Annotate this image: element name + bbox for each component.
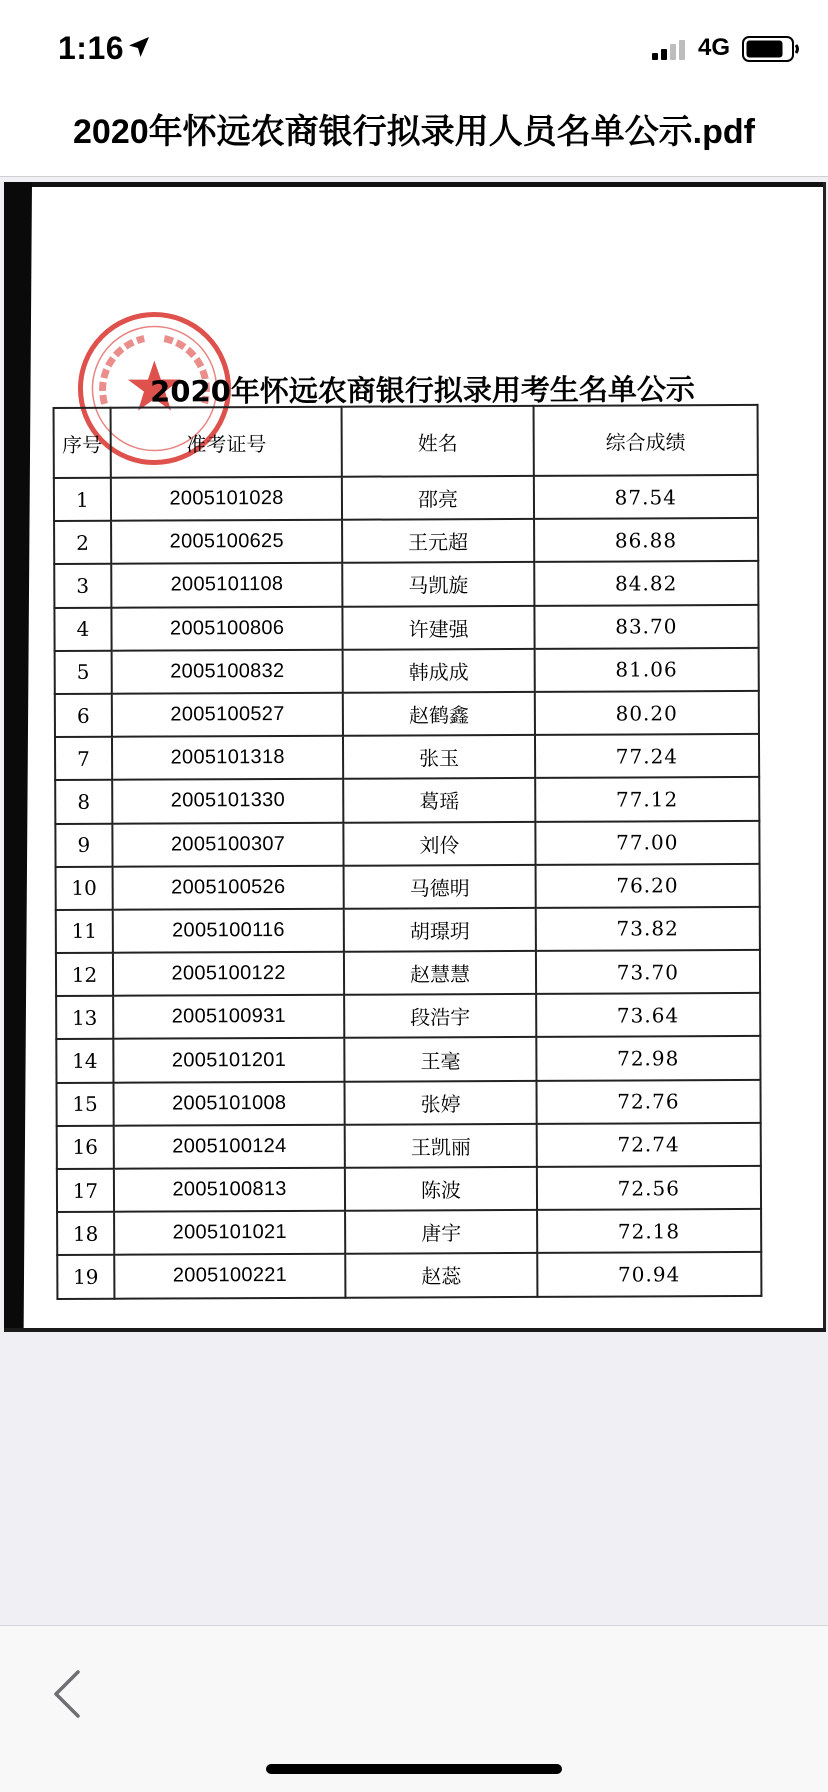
cell-seq: 12 — [56, 953, 113, 996]
table-row — [55, 734, 759, 780]
table-row — [56, 950, 760, 996]
cell-exam-id: 2005100307 — [112, 822, 344, 866]
cell-name: 许建强 — [343, 605, 534, 649]
results-table — [53, 404, 763, 1300]
table-row — [56, 993, 760, 1039]
cell-score: 87.54 — [534, 475, 759, 519]
cell-exam-id: 2005100124 — [114, 1125, 346, 1169]
cell-score: 72.98 — [536, 1036, 761, 1080]
cell-exam-id: 2005100806 — [111, 606, 343, 650]
header-score: 综合成绩 — [533, 405, 758, 476]
home-indicator[interactable] — [266, 1764, 562, 1774]
cell-exam-id: 2005100832 — [111, 649, 343, 693]
cell-seq: 18 — [57, 1212, 114, 1255]
cell-score: 72.56 — [537, 1166, 762, 1210]
table-row — [57, 1166, 761, 1212]
cell-score: 86.88 — [534, 518, 759, 562]
cell-name: 邵亮 — [342, 476, 533, 520]
location-arrow-icon — [128, 36, 150, 58]
cell-name: 王毫 — [345, 1037, 536, 1081]
cell-name: 王凯丽 — [345, 1124, 536, 1168]
table-row — [54, 518, 758, 564]
table-row — [56, 1080, 760, 1126]
table-row — [56, 907, 760, 953]
table-row — [56, 864, 760, 910]
cell-seq: 9 — [55, 823, 112, 866]
cell-exam-id: 2005100122 — [113, 952, 345, 996]
cell-score: 77.00 — [535, 820, 760, 864]
cell-score: 70.94 — [537, 1252, 762, 1296]
header-exam-id: 准考证号 — [110, 407, 342, 478]
table-row — [55, 820, 759, 866]
network-type: 4G — [698, 34, 731, 61]
cell-exam-id: 2005101201 — [113, 1038, 345, 1082]
status-time: 1:16 — [58, 30, 125, 66]
cell-score: 72.18 — [537, 1209, 762, 1253]
cell-seq: 3 — [54, 564, 111, 607]
table-row — [56, 1036, 760, 1082]
cell-seq: 4 — [54, 607, 111, 650]
cell-seq: 14 — [56, 1039, 113, 1082]
cell-seq: 19 — [57, 1255, 114, 1298]
table-row — [57, 1209, 761, 1255]
table-row — [55, 691, 759, 737]
table-row — [55, 648, 759, 694]
cell-score: 81.06 — [534, 648, 759, 692]
cell-name: 唐宇 — [345, 1210, 536, 1254]
cell-exam-id: 2005101318 — [112, 736, 344, 780]
cell-name: 张玉 — [343, 735, 534, 779]
cell-seq: 11 — [56, 910, 113, 953]
cell-seq: 8 — [55, 780, 112, 823]
cell-score: 72.76 — [536, 1080, 761, 1124]
pdf-page — [4, 182, 826, 1332]
cell-name: 陈波 — [345, 1167, 536, 1211]
cell-score: 72.74 — [536, 1123, 761, 1167]
cell-exam-id: 2005100527 — [112, 693, 344, 737]
document-content — [52, 279, 776, 1289]
table-row — [57, 1123, 761, 1169]
cell-seq: 10 — [56, 866, 113, 909]
notice-title: 2020年怀远农商银行拟录用考生名单公示 — [150, 372, 695, 409]
cell-exam-id: 2005101330 — [112, 779, 344, 823]
table-row — [55, 777, 759, 823]
scan-edge-right — [823, 182, 826, 1332]
cell-seq: 15 — [56, 1082, 113, 1125]
pdf-viewer[interactable] — [0, 177, 828, 1625]
cell-seq: 5 — [55, 650, 112, 693]
cell-score: 84.82 — [534, 561, 759, 605]
cell-exam-id: 2005101028 — [111, 477, 343, 521]
cell-name: 葛瑶 — [344, 778, 535, 822]
cell-exam-id: 2005100625 — [111, 520, 343, 564]
cell-exam-id: 2005101008 — [113, 1081, 345, 1125]
scan-edge-top — [4, 182, 826, 187]
cell-seq: 6 — [55, 694, 112, 737]
header-seq: 序号 — [54, 408, 111, 478]
cell-exam-id: 2005100526 — [112, 865, 344, 909]
cell-name: 赵鹤鑫 — [343, 692, 534, 736]
table-header-row — [54, 405, 758, 478]
cell-seq: 17 — [57, 1169, 114, 1212]
cell-name: 张婷 — [345, 1081, 536, 1125]
cell-seq: 7 — [55, 737, 112, 780]
cell-seq: 13 — [56, 996, 113, 1039]
cell-name: 胡璟玥 — [344, 908, 535, 952]
table-row — [54, 604, 758, 650]
cell-score: 73.64 — [536, 993, 761, 1037]
cell-score: 83.70 — [534, 604, 759, 648]
cell-seq: 1 — [54, 478, 111, 521]
cell-name: 赵慧慧 — [344, 951, 535, 995]
cell-name: 马德明 — [344, 865, 535, 909]
status-bar — [0, 0, 828, 96]
cell-name: 韩成成 — [343, 649, 534, 693]
cell-seq: 16 — [57, 1126, 114, 1169]
table-row — [54, 475, 758, 521]
cell-exam-id: 2005100221 — [114, 1254, 346, 1298]
cell-exam-id: 2005100931 — [113, 995, 345, 1039]
cell-name: 段浩宇 — [344, 994, 535, 1038]
cell-exam-id: 2005101021 — [114, 1211, 346, 1255]
table-row — [57, 1252, 761, 1298]
cell-name: 赵蕊 — [346, 1253, 537, 1297]
battery-icon — [742, 36, 800, 62]
table-row — [54, 561, 758, 607]
cell-name: 王元超 — [342, 519, 533, 563]
cell-name: 马凯旋 — [343, 562, 534, 606]
cell-seq: 2 — [54, 521, 111, 564]
scan-edge-left — [4, 182, 32, 1332]
scan-edge-bottom — [4, 1328, 826, 1332]
bottom-toolbar — [0, 1625, 828, 1792]
cell-name: 刘伶 — [344, 821, 535, 865]
cell-exam-id: 2005100813 — [114, 1168, 346, 1212]
cell-score: 77.12 — [535, 777, 760, 821]
cell-score: 77.24 — [535, 734, 760, 778]
cell-score: 76.20 — [535, 864, 760, 908]
cellular-signal-icon — [652, 40, 688, 60]
document-title: 2020年怀远农商银行拟录用人员名单公示.pdf — [73, 113, 755, 151]
cell-exam-id: 2005100116 — [113, 909, 345, 953]
cell-exam-id: 2005101108 — [111, 563, 343, 607]
cell-score: 73.70 — [536, 950, 761, 994]
header-name: 姓名 — [342, 406, 534, 477]
cell-score: 80.20 — [534, 691, 759, 735]
cell-score: 73.82 — [535, 907, 760, 951]
chevron-left-icon[interactable] — [44, 1662, 88, 1726]
